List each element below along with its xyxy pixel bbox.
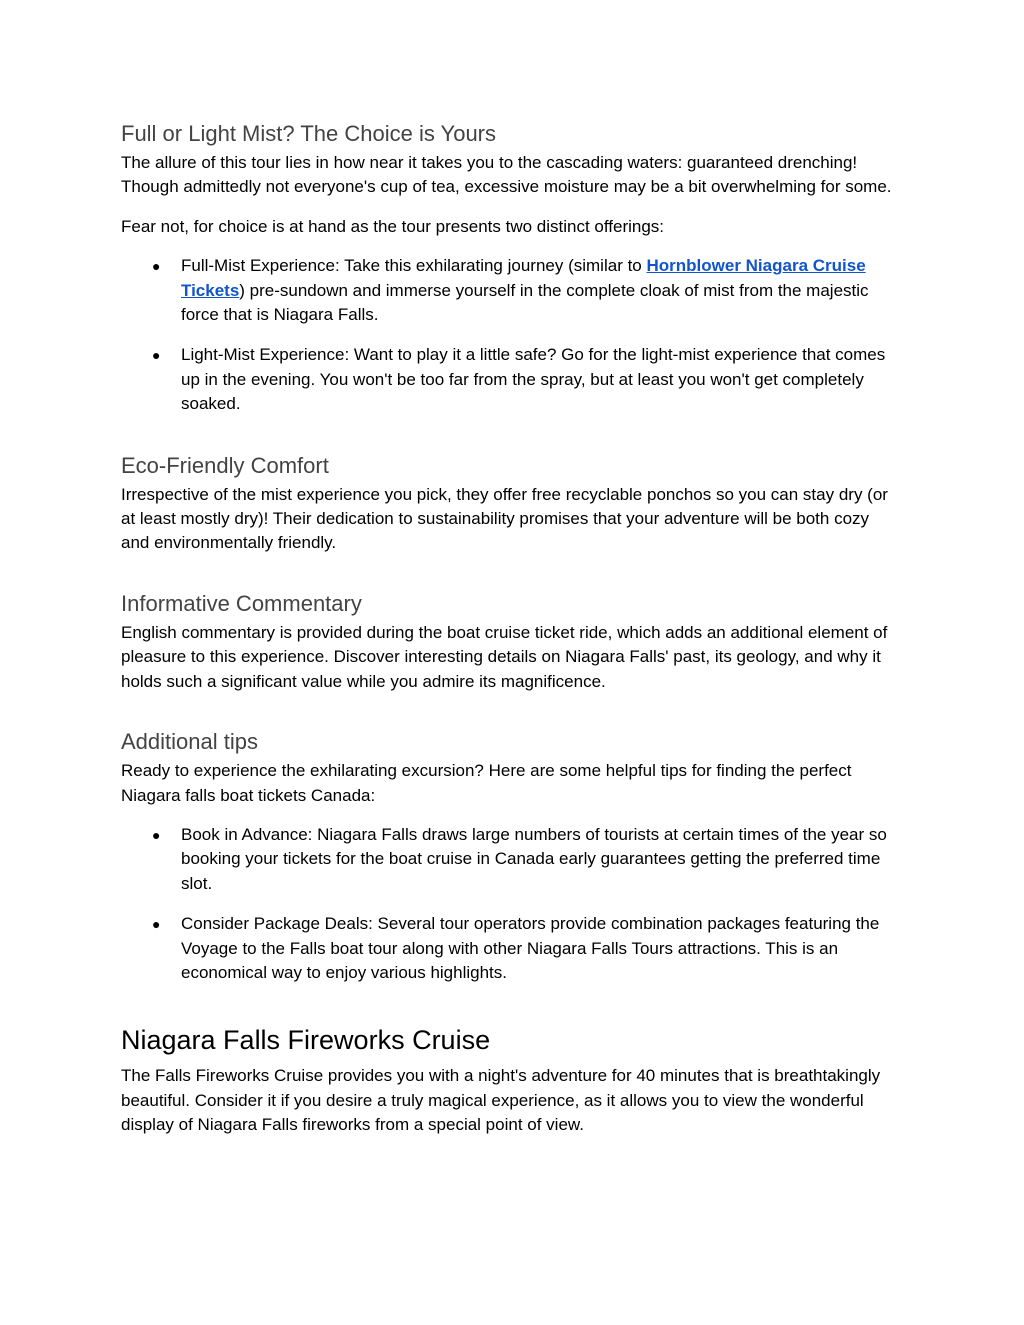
paragraph-fear-not: Fear not, for choice is at hand as the tour presents two distinct offerings: [121, 216, 665, 236]
bullet-icon: ● [152, 826, 161, 843]
tips-list [121, 823, 901, 985]
heading-additional-tips: Additional tips [121, 729, 258, 755]
paragraph-commentary: English commentary is provided during the boat cruise ticket ride, which adds an additional element of pleasure to this experience. Discover interesting details on Niagara Falls' past, its geology, and why it holds such a significant value while you admire its magnificence. [121, 622, 888, 691]
bullet-icon: ● [152, 347, 161, 364]
bullet-icon: ● [152, 258, 161, 275]
list-item-full-mist [121, 254, 901, 327]
paragraph-allure: The allure of this tour lies in how near it takes you to the cascading waters: guaranteed drenching! Though admittedly not everyone's cup of tea, excessive moisture may be a bit overwhelming for some. [121, 153, 892, 197]
mist-options-list [121, 254, 901, 416]
bullet-icon: ● [152, 916, 161, 933]
heading-informative-commentary: Informative Commentary [121, 590, 362, 616]
paragraph-fireworks: The Falls Fireworks Cruise provides you with a night's adventure for 40 minutes that is breathtakingly beautiful. Consider it if you desire a truly magical experience, as it allows you to view the wonderful display of Niagara Falls fireworks from a special point of view. [121, 1066, 881, 1135]
list-item-book-in-advance [121, 823, 901, 896]
list-item-package-deals [121, 912, 901, 985]
full-mist-text-end: ) pre-sundown and immerse yourself in the complete cloak of mist from the majestic force that is Niagara Falls. [181, 280, 869, 325]
heading-eco-friendly: Eco-Friendly Comfort [121, 452, 329, 478]
book-in-advance-text: Book in Advance: Niagara Falls draws large numbers of tourists at certain times of the year so booking your tickets for the boat cruise in Canada early guarantees getting the preferred time slot. [181, 824, 887, 893]
heading-fireworks-cruise: Niagara Falls Fireworks Cruise [121, 1025, 491, 1056]
hornblower-tickets-link[interactable]: Hornblower Niagara Cruise Tickets [181, 256, 866, 300]
list-item-light-mist [121, 343, 901, 416]
light-mist-text: Light-Mist Experience: Want to play it a little safe? Go for the light-mist experience that comes up in the evening. You won't be too far from the spray, but at least you won't get completely soaked. [181, 345, 886, 414]
paragraph-tips: Ready to experience the exhilarating excursion? Here are some helpful tips for finding the perfect Niagara falls boat tickets Canada: [121, 761, 852, 805]
package-deals-text: Consider Package Deals: Several tour operators provide combination packages featuring the Voyage to the Falls boat tour along with other Niagara Falls Tours attractions. This is an economical way to enjoy various highlights. [181, 914, 880, 982]
paragraph-eco: Irrespective of the mist experience you pick, they offer free recyclable ponchos so you can stay dry (or at least mostly dry)! Their dedication to sustainability promises that your adventure will be both cozy and environmentally friendly. [121, 484, 888, 553]
full-mist-text-start: Full-Mist Experience: Take this exhilarating journey (similar to [181, 256, 647, 276]
heading-full-or-light-mist: Full or Light Mist? The Choice is Yours [121, 121, 496, 146]
document-page [121, 119, 901, 1153]
